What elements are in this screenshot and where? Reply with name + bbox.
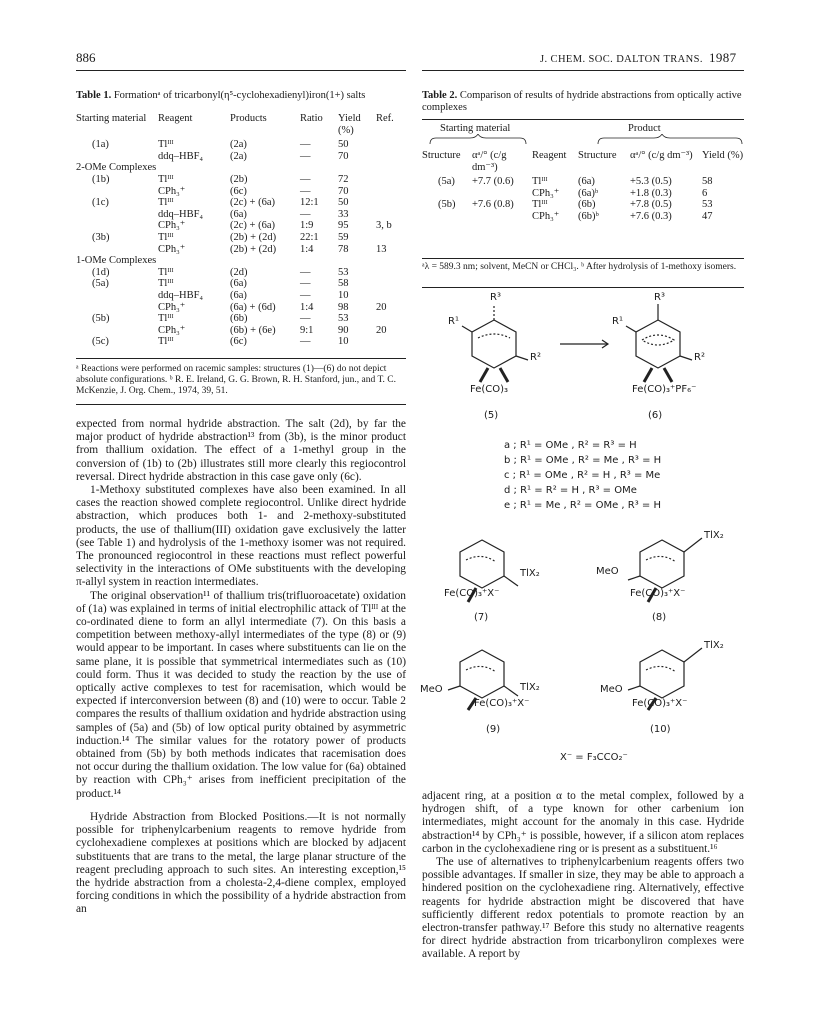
table1-header-cell: Ratio	[300, 113, 323, 124]
table-cell: 9:1	[300, 324, 314, 336]
label-8: (8)	[652, 612, 667, 623]
table-cell: 53	[702, 199, 713, 211]
table-cell	[76, 244, 158, 256]
table1-caption-text: Formationᵃ of tricarbonyl(η⁵-cyclohexadienyl)iron(1+) salts	[113, 90, 366, 101]
s5-r2: R²	[530, 352, 541, 363]
table-cell: 20	[376, 301, 387, 313]
table-cell: (6a)	[230, 208, 247, 220]
table-cell: (2a)	[230, 150, 247, 162]
table2-caption-text: Comparison of results of hydride abstractions from optically active complexes	[422, 90, 742, 113]
table-row	[76, 186, 406, 198]
scheme-structures	[422, 290, 744, 780]
paragraph-5: adjacent ring, at a position α to the metal complex, followed by a hydrogen shift, of a type known for other carbenium ion intermediates, might account for the anomaly in this case. Hydride abstraction¹⁴ by CPh₃⁺ is possible, however, if a silicon atom replaces carbon in the cyclohexadiene ring or is present as a substituent.¹⁶	[422, 790, 744, 855]
s8-tlx2: TlX₂	[704, 530, 724, 541]
table-cell: —	[300, 313, 311, 325]
table-cell: (5c)	[92, 336, 109, 348]
label-7: (7)	[474, 612, 489, 623]
table-cell: (3b)	[92, 231, 110, 243]
structure-6-ring	[626, 304, 692, 382]
table-cell: CPh₃⁺	[158, 220, 186, 232]
table2-header-cell: αᵃ/° (c/g dm⁻³)	[472, 150, 507, 173]
s7-fe: Fe(CO)₃⁺X⁻	[444, 588, 500, 599]
label-10: (10)	[650, 724, 671, 735]
table1-end-rule	[76, 404, 406, 405]
table-cell: 1:9	[300, 220, 314, 232]
table-cell: CPh₃⁺	[158, 243, 186, 255]
table-cell	[338, 162, 376, 174]
table-cell	[76, 186, 158, 198]
table-cell	[338, 255, 376, 267]
table-cell: +1.8 (0.3)	[630, 187, 672, 199]
table-cell: 3, b	[376, 220, 392, 232]
table2-top-rule	[422, 119, 744, 120]
table-cell: ddq–HBF₄	[158, 289, 204, 301]
table1-header-cell: Products	[230, 113, 267, 124]
table-cell: (6c)	[230, 185, 247, 197]
journal-name: J. CHEM. SOC. DALTON TRANS.	[540, 54, 703, 65]
table-cell: 53	[338, 313, 349, 325]
table-row	[422, 188, 744, 200]
table-cell	[230, 255, 300, 267]
table-cell	[376, 186, 406, 198]
table-row	[422, 211, 744, 223]
table-cell	[76, 325, 158, 337]
table-cell	[76, 220, 158, 232]
structure-5-ring	[462, 304, 528, 382]
table-cell: 58	[338, 278, 349, 290]
table1-header-cell: Ref.	[376, 113, 394, 124]
table-cell: CPh₃⁺	[158, 301, 186, 313]
table1	[76, 113, 406, 348]
table-cell	[158, 255, 230, 267]
table-row	[76, 244, 406, 256]
table-cell: 58	[702, 176, 713, 188]
table-cell: ddq–HBF₄	[158, 150, 204, 162]
table-row	[76, 278, 406, 290]
table-cell	[300, 162, 338, 174]
s10-tlx2: TlX₂	[704, 640, 724, 651]
table-cell: 1-OMe Complexes	[76, 255, 157, 267]
paragraph-6: The use of alternatives to triphenylcarbenium reagents offers two possible advantages. If smaller in size, they may be able to approach a hindered position on the cyclohexadiene ring. Alternatively, effective reagents for hydride abstraction might be discovered that have sufficiently different redox potentials to promote reaction by an electron-transfer pathway.¹⁷ Before this study no alternative reagents for direct hydride abstraction from tricarbonyliron complexes were available. A report by	[422, 856, 744, 961]
table-cell	[376, 278, 406, 290]
table-cell: 70	[338, 150, 349, 162]
table-cell: —	[300, 266, 311, 278]
table-cell: ddq–HBF₄	[158, 208, 204, 220]
table-cell: 1:4	[300, 243, 314, 255]
table-cell: (6a)ᵇ	[578, 187, 599, 199]
table-cell: Tlᴵᴵᴵ	[158, 139, 174, 151]
table-cell: (1b)	[92, 173, 110, 185]
table-cell: 10	[338, 289, 349, 301]
definition-b: b ; R¹ = OMe , R² = Me , R³ = H	[504, 455, 662, 466]
s10-fe: Fe(CO)₃⁺X⁻	[632, 698, 688, 709]
table1-header-cell: Reagent	[158, 113, 193, 124]
table-cell: 13	[376, 243, 387, 255]
right-column-text	[422, 790, 744, 962]
table-row	[76, 162, 406, 174]
table-cell: 10	[338, 336, 349, 348]
table-cell	[472, 188, 532, 200]
table-cell: 98	[338, 301, 349, 313]
table-cell: (6b)ᵇ	[578, 210, 599, 222]
substituent-definitions	[504, 438, 661, 513]
table-cell	[376, 162, 406, 174]
table-row	[422, 176, 744, 188]
table-row	[76, 139, 406, 151]
table-cell	[422, 211, 472, 223]
table-cell: 59	[338, 231, 349, 243]
table-cell: (1d)	[92, 266, 110, 278]
table-cell: 50	[338, 197, 349, 209]
table-cell	[472, 211, 532, 223]
s9-meo: MeO	[420, 684, 443, 695]
table-cell	[230, 162, 300, 174]
table-row	[76, 313, 406, 325]
table-cell: Tlᴵᴵᴵ	[532, 199, 548, 211]
table-cell	[376, 174, 406, 186]
table-cell: —	[300, 185, 311, 197]
table-cell: CPh₃⁺	[158, 324, 186, 336]
page-number: 886	[76, 50, 96, 65]
table-cell: (6b) + (6e)	[230, 324, 276, 336]
table1-header-cell: Starting material	[76, 113, 147, 124]
table-cell: (5b)	[92, 313, 110, 325]
table-cell: (5a)	[438, 176, 455, 188]
table-cell: Tlᴵᴵᴵ	[158, 278, 174, 290]
table-cell: Tlᴵᴵᴵ	[158, 173, 174, 185]
table-cell: 6	[702, 187, 708, 199]
table-cell: (6a)	[578, 176, 595, 188]
table-cell	[376, 336, 406, 348]
s6-r2: R²	[694, 352, 705, 363]
table-cell: (6a)	[230, 278, 247, 290]
table2-header-cell: Structure	[422, 150, 461, 161]
table-row	[76, 336, 406, 348]
table-cell	[76, 302, 158, 314]
table-cell: (2c) + (6a)	[230, 197, 275, 209]
left-column-text	[76, 418, 406, 917]
table-cell: Tlᴵᴵᴵ	[158, 231, 174, 243]
table2-header-cell: αᵃ/° (c/g dm⁻³)	[630, 150, 693, 161]
table-cell: 90	[338, 324, 349, 336]
table-cell	[76, 290, 158, 302]
paragraph-2: 1-Methoxy substituted complexes have also been examined. In all cases the reaction showed complete regiocontrol. Unlike direct hydride abstraction, which produces both 1- and 2-methoxy-substituted products, the use of thallium(III) oxidation gave exclusively the latter (see Table 1) and hydrolysis of the 1-methoxy isomer was not required. The pronounced regiocontrol in these reactions must reflect powerful selectivity in the interactions of OMe substituents with the developing π-allyl system in reaction intermediates.	[76, 484, 406, 589]
table-cell: Tlᴵᴵᴵ	[532, 176, 548, 188]
top-rule-right	[422, 70, 744, 71]
table-cell: CPh₃⁺	[532, 187, 560, 199]
table1-header-cell: Yield (%)	[338, 113, 361, 136]
table-cell: —	[300, 173, 311, 185]
table-cell: (1a)	[92, 139, 109, 151]
table-row	[422, 199, 744, 211]
table-row	[76, 267, 406, 279]
table-cell: Tlᴵᴵᴵ	[158, 336, 174, 348]
s9-fe: Fe(CO)₃⁺X⁻	[474, 698, 530, 709]
table-cell	[376, 209, 406, 221]
table2-group-product: Product	[628, 123, 661, 134]
top-rule-left	[76, 70, 406, 71]
table-cell	[76, 151, 158, 163]
definition-c: c ; R¹ = OMe , R² = H , R³ = Me	[504, 470, 661, 481]
table1-body	[76, 139, 406, 348]
table1-caption	[76, 90, 406, 102]
table2-end-rule	[422, 287, 744, 288]
s9-tlx2: TlX₂	[520, 682, 540, 693]
table1-bottom-rule	[76, 358, 406, 359]
table2-footnote: ᵃλ = 589.3 nm; solvent, MeCN or CHCl₃. ᵇ After hydrolysis of 1-methoxy isomers.	[422, 262, 737, 272]
table-cell	[158, 162, 230, 174]
table-cell: (5a)	[92, 278, 109, 290]
table-cell: +7.8 (0.5)	[630, 199, 672, 211]
table2-body	[422, 176, 744, 222]
table-cell: +7.6 (0.3)	[630, 210, 672, 222]
table-cell: CPh₃⁺	[158, 185, 186, 197]
table-cell: (6a)	[230, 289, 247, 301]
table1-footnote: ᵃ Reactions were performed on racemic samples: structures (1)—(6) do not depict absolute configurations. ᵇ R. E. Ireland, G. G. Brown, R. H. Stanford, jun., and T. C. McKenzie, J. Org. Chem., 1974, 39, 51.	[76, 364, 397, 396]
s6-fe: Fe(CO)₃⁺PF₆⁻	[632, 384, 697, 395]
table-cell: —	[300, 150, 311, 162]
table-cell: 33	[338, 208, 349, 220]
table-cell: (1c)	[92, 197, 109, 209]
table-cell	[376, 197, 406, 209]
table-row	[76, 209, 406, 221]
table2-header-cell: Structure	[578, 150, 617, 161]
s8-fe: Fe(CO)₃⁺X⁻	[630, 588, 686, 599]
table-cell	[376, 139, 406, 151]
table-row	[76, 220, 406, 232]
label-6: (6)	[648, 410, 663, 421]
table-cell: (5b)	[438, 199, 456, 211]
table2-group-braces	[422, 134, 744, 146]
table2-header-cell: Reagent	[532, 150, 567, 161]
running-header	[540, 50, 737, 66]
table2	[422, 150, 744, 223]
s5-r1: R¹	[448, 316, 459, 327]
s5-fe: Fe(CO)₃	[470, 384, 509, 395]
table-cell: +7.6 (0.8)	[472, 199, 514, 211]
table-cell: 53	[338, 266, 349, 278]
s10-meo: MeO	[600, 684, 623, 695]
table-cell: (6b)	[230, 313, 248, 325]
table-cell: 95	[338, 220, 349, 232]
s8-meo: MeO	[596, 566, 619, 577]
table-cell	[376, 313, 406, 325]
table-cell	[376, 151, 406, 163]
table-cell	[376, 255, 406, 267]
table2-header	[422, 150, 744, 176]
table2-header-cell: Yield (%)	[702, 150, 744, 161]
paragraph-4: Hydride Abstraction from Blocked Positions.—It is not normally possible for triphenylcarbenium reagents to remove hydride from cyclohexadiene complexes at positions which are blocked by adjacent substituents that are trans to the metal, the large planar structure of the reagent precluding approach to such sites. An interesting exception,¹⁵ the hydride abstraction from a cholesta-2,4-diene complex, employed forcing conditions in which the possibility of a hydride abstraction from an	[76, 810, 406, 916]
table-cell: 72	[338, 173, 349, 185]
table-cell	[376, 267, 406, 279]
definition-a: a ; R¹ = OMe , R² = R³ = H	[504, 440, 637, 451]
table-cell	[376, 232, 406, 244]
table-cell: 2-OMe Complexes	[76, 162, 157, 174]
table-cell: 1:4	[300, 301, 314, 313]
table-row	[76, 302, 406, 314]
table-row	[76, 325, 406, 337]
table-cell: (2b) + (2d)	[230, 243, 277, 255]
table-cell: (6a) + (6d)	[230, 301, 276, 313]
table-cell: (2b) + (2d)	[230, 231, 277, 243]
label-5: (5)	[484, 410, 499, 421]
s7-tlx2: TlX₂	[520, 568, 540, 579]
s5-r3: R³	[490, 292, 501, 303]
definition-d: d ; R¹ = R² = H , R³ = OMe	[504, 485, 637, 496]
table-cell: 78	[338, 243, 349, 255]
table-cell: (2c) + (6a)	[230, 220, 275, 232]
table-cell: 70	[338, 185, 349, 197]
paragraph-1: expected from normal hydride abstraction. The salt (2d), by far the major product of hydride abstraction¹³ from (3b), is the minor product from thallium oxidation. The effect of a 1-methyl group in the conversion of (1b) to (2b) illustrates still more clearly this regiocontrol reversal. Direct hydride abstraction in this case gave only (6c).	[76, 418, 406, 483]
definition-e: e ; R¹ = Me , R² = OMe , R³ = H	[504, 500, 661, 511]
table2-header-row	[422, 150, 744, 176]
paragraph-3: The original observation¹¹ of thallium tris(trifluoroacetate) oxidation of (1a) was explained in terms of initial electrophilic attack of Tlᴵᴵᴵ at the co-ordinated diene to form an allyl intermediate (7). On this basis a competition between methoxy-allyl intermediates of the type (8) or (9) would appear to be important. In cases where substituents can lie on the same plane, it is possible that symmetrical intermediates such as (10) could form. Thus it was decided to study the reaction by the use of optically active complexes to test for racemisation, which would be expected if interconversion between (8) and (10) were to occur. Table 2 compares the results of thallium oxidation and hydride abstraction using samples of (5a) and (5b) of low optical purity obtained by asymmetric induction.¹⁴ The similar values for the rotatory power of products obtained from (5b) by both methods indicates that racemisation does not occur during the thallium oxidation. The low value for (6a) obtained by reaction with CPh₃⁺ arises from inefficient precipitation of the product.¹⁴	[76, 589, 406, 800]
table-cell: +5.3 (0.5)	[630, 176, 672, 188]
journal-year: 1987	[708, 50, 737, 65]
table-row	[76, 232, 406, 244]
table-cell: —	[300, 336, 311, 348]
s6-r1: R¹	[612, 316, 623, 327]
table-cell: Tlᴵᴵᴵ	[158, 197, 174, 209]
table2-caption	[422, 90, 744, 114]
table-cell: (2d)	[230, 266, 248, 278]
table-row	[76, 290, 406, 302]
table-cell: 20	[376, 324, 387, 336]
table-cell	[300, 255, 338, 267]
table-cell: (2b)	[230, 173, 248, 185]
table2-group-start: Starting material	[440, 123, 511, 134]
table-cell: 47	[702, 210, 713, 222]
table-row	[76, 151, 406, 163]
table-cell: —	[300, 278, 311, 290]
table-cell	[422, 188, 472, 200]
table2-bottom-rule	[422, 258, 744, 259]
table-cell: 22:1	[300, 231, 319, 243]
table-cell: —	[300, 289, 311, 301]
table-cell: CPh₃⁺	[532, 210, 560, 222]
table2-label: Table 2.	[422, 90, 458, 101]
table-cell: —	[300, 139, 311, 151]
table1-header-row	[76, 113, 406, 139]
table-cell: (2a)	[230, 139, 247, 151]
table-cell: 50	[338, 139, 349, 151]
table-cell	[76, 209, 158, 221]
table1-label: Table 1.	[76, 90, 112, 101]
table-cell: (6c)	[230, 336, 247, 348]
table-cell: (6b)	[578, 199, 596, 211]
x-definition: X⁻ = F₃CCO₂⁻	[560, 752, 628, 763]
table-row	[76, 255, 406, 267]
table-row	[76, 197, 406, 209]
table-cell: —	[300, 208, 311, 220]
table-cell: Tlᴵᴵᴵ	[158, 313, 174, 325]
table-cell: +7.7 (0.6)	[472, 176, 514, 188]
table-cell: Tlᴵᴵᴵ	[158, 266, 174, 278]
table1-header	[76, 113, 406, 139]
table-cell: 12:1	[300, 197, 319, 209]
table-row	[76, 174, 406, 186]
s6-r3: R³	[654, 292, 665, 303]
label-9: (9)	[486, 724, 501, 735]
table-cell	[376, 290, 406, 302]
